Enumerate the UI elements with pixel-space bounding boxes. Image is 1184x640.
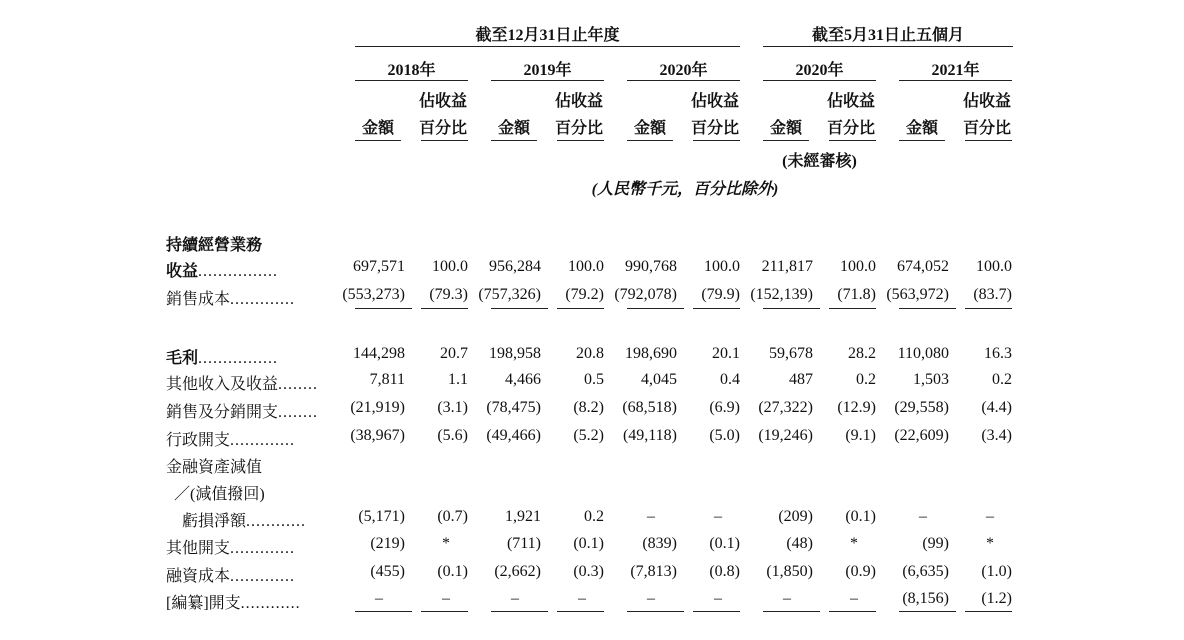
column-rule xyxy=(829,140,876,141)
percent-column-header: 佔收益 xyxy=(962,93,1011,110)
row-label-text: ／(減值撥回) xyxy=(174,486,265,503)
amount-cell: – xyxy=(919,508,927,525)
period-header-year-rule xyxy=(355,46,740,47)
percent-cell: (79.9) xyxy=(701,286,740,303)
row-label xyxy=(166,345,278,368)
amount-cell: 674,052 xyxy=(897,258,949,275)
percent-cell: 0.2 xyxy=(584,508,604,525)
amount-cell: (22,609) xyxy=(894,427,949,444)
subtotal-rule xyxy=(355,611,412,612)
amount-cell: 144,298 xyxy=(353,345,405,362)
year-rule xyxy=(627,80,740,81)
amount-cell: (27,322) xyxy=(758,399,813,416)
subtotal-rule xyxy=(693,308,740,309)
subtotal-rule xyxy=(763,308,820,309)
row-label xyxy=(166,590,301,613)
year-header-2020: 2020年 xyxy=(659,62,708,79)
percent-cell: (4.4) xyxy=(981,399,1012,416)
amount-cell: – xyxy=(375,590,383,607)
subtotal-rule xyxy=(421,611,468,612)
amount-cell: 990,768 xyxy=(625,258,677,275)
percent-cell: 20.8 xyxy=(576,345,604,362)
percent-cell: 0.2 xyxy=(992,371,1012,388)
percent-cell: 20.7 xyxy=(440,345,468,362)
period-header-year: 截至12月31日止年度 xyxy=(475,27,620,44)
row-label-text: 其他收入及收益 xyxy=(166,376,279,393)
row-label xyxy=(166,286,295,309)
dot-leader: ................ xyxy=(198,350,279,367)
percent-cell: 100.0 xyxy=(568,258,604,275)
percent-cell: 100.0 xyxy=(840,258,876,275)
column-rule xyxy=(355,140,401,141)
year-rule xyxy=(491,80,604,81)
percent-cell: * xyxy=(442,535,450,552)
percent-cell: (3.4) xyxy=(981,427,1012,444)
row-label-text: 金融資產減值 xyxy=(166,459,263,476)
amount-cell: – xyxy=(511,590,519,607)
row-label xyxy=(166,258,278,281)
percent-cell: – xyxy=(714,508,722,525)
year-rule xyxy=(899,80,1012,81)
row-label xyxy=(166,563,295,586)
column-rule xyxy=(491,140,537,141)
percent-cell: (0.7) xyxy=(437,508,468,525)
year-header-2019: 2019年 xyxy=(523,62,572,79)
amount-column-header: 金額 xyxy=(905,120,938,137)
dot-leader: ........ xyxy=(278,376,319,393)
percent-column-header: 佔收益 xyxy=(826,93,875,110)
amount-cell: 198,958 xyxy=(489,345,541,362)
amount-cell: (711) xyxy=(506,535,541,552)
subtotal-rule xyxy=(965,308,1012,309)
unit-note: (人民幣千元，百分比除外) xyxy=(591,181,779,198)
percent-cell: (8.2) xyxy=(573,399,604,416)
subtotal-rule xyxy=(899,308,956,309)
column-rule xyxy=(627,140,673,141)
percent-cell: (6.9) xyxy=(709,399,740,416)
percent-cell: 0.4 xyxy=(720,371,740,388)
section-title: 持續經營業務 xyxy=(166,237,263,254)
column-rule xyxy=(421,140,468,141)
percent-cell: (83.7) xyxy=(973,286,1012,303)
percent-column-header: 佔收益 xyxy=(690,93,739,110)
amount-cell: 956,284 xyxy=(489,258,541,275)
percent-cell: (1.2) xyxy=(981,590,1012,607)
dot-leader: ............ xyxy=(240,595,301,612)
amount-cell: (99) xyxy=(922,535,949,552)
year-rule xyxy=(763,80,876,81)
dot-leader: ............. xyxy=(230,432,296,449)
percent-cell: – xyxy=(986,508,994,525)
row-label-text: 其他開支 xyxy=(166,540,231,557)
amount-cell: – xyxy=(647,590,655,607)
percent-cell: (0.1) xyxy=(709,535,740,552)
percent-cell: 100.0 xyxy=(704,258,740,275)
column-rule xyxy=(557,140,604,141)
amount-cell: 198,690 xyxy=(625,345,677,362)
dot-leader: ............. xyxy=(230,568,296,585)
subtotal-rule xyxy=(355,308,412,309)
amount-cell: (29,558) xyxy=(894,399,949,416)
subtotal-rule xyxy=(627,308,684,309)
column-rule xyxy=(965,140,1012,141)
amount-cell: (7,813) xyxy=(630,563,677,580)
subtotal-rule xyxy=(899,611,956,612)
amount-column-header: 金額 xyxy=(769,120,802,137)
amount-cell: 4,466 xyxy=(505,371,541,388)
subtotal-rule xyxy=(557,308,604,309)
row-label-text: 毛利 xyxy=(166,350,199,367)
row-label xyxy=(174,481,265,504)
amount-cell: (5,171) xyxy=(358,508,405,525)
percent-cell: (79.3) xyxy=(429,286,468,303)
percent-column-header: 百分比 xyxy=(554,120,603,137)
percent-cell: (1.0) xyxy=(981,563,1012,580)
amount-cell: (49,466) xyxy=(486,427,541,444)
row-label xyxy=(166,454,262,477)
percent-cell: 0.2 xyxy=(856,371,876,388)
subtotal-rule xyxy=(829,611,876,612)
percent-cell: (12.9) xyxy=(837,399,876,416)
subtotal-rule xyxy=(829,308,876,309)
column-rule xyxy=(763,140,809,141)
year-header-2018: 2018年 xyxy=(387,62,436,79)
percent-cell: – xyxy=(850,590,858,607)
column-rule xyxy=(693,140,740,141)
amount-cell: (6,635) xyxy=(902,563,949,580)
percent-cell: 28.2 xyxy=(848,345,876,362)
dot-leader: ............ xyxy=(246,513,307,530)
row-label xyxy=(166,535,295,558)
amount-cell: (68,518) xyxy=(622,399,677,416)
amount-cell: 1,503 xyxy=(913,371,949,388)
percent-cell: (0.9) xyxy=(845,563,876,580)
amount-cell: (38,967) xyxy=(350,427,405,444)
percent-column-header: 百分比 xyxy=(418,120,467,137)
amount-cell: 7,811 xyxy=(369,371,405,388)
percent-column-header: 百分比 xyxy=(962,120,1011,137)
amount-cell: 211,817 xyxy=(761,258,813,275)
amount-cell: 1,921 xyxy=(505,508,541,525)
amount-cell: 697,571 xyxy=(353,258,405,275)
percent-cell: (0.8) xyxy=(709,563,740,580)
percent-cell: – xyxy=(442,590,450,607)
amount-cell: (219) xyxy=(370,535,405,552)
row-label-text: 行政開支 xyxy=(166,432,231,449)
percent-cell: 20.1 xyxy=(712,345,740,362)
subtotal-rule xyxy=(421,308,468,309)
percent-cell: – xyxy=(578,590,586,607)
subtotal-rule xyxy=(491,611,548,612)
amount-cell: 59,678 xyxy=(769,345,813,362)
percent-column-header: 佔收益 xyxy=(554,93,603,110)
amount-cell: (49,118) xyxy=(622,427,677,444)
amount-column-header: 金額 xyxy=(497,120,530,137)
subtotal-rule xyxy=(693,611,740,612)
amount-cell: (792,078) xyxy=(614,286,677,303)
row-label-text: 融資成本 xyxy=(166,568,231,585)
amount-cell: 110,080 xyxy=(897,345,949,362)
percent-column-header: 百分比 xyxy=(826,120,875,137)
percent-cell: 0.5 xyxy=(584,371,604,388)
amount-cell: (152,139) xyxy=(750,286,813,303)
percent-cell: (9.1) xyxy=(845,427,876,444)
percent-cell: (5.6) xyxy=(437,427,468,444)
amount-column-header: 金額 xyxy=(633,120,666,137)
subtotal-rule xyxy=(965,611,1012,612)
row-label-text: 銷售成本 xyxy=(166,291,231,308)
row-label-text: 虧損淨額 xyxy=(182,513,247,530)
dot-leader: ............. xyxy=(230,291,296,308)
period-header-five-months: 截至5月31日止五個月 xyxy=(811,27,964,44)
amount-cell: (2,662) xyxy=(494,563,541,580)
percent-cell: (3.1) xyxy=(437,399,468,416)
percent-cell: (5.0) xyxy=(709,427,740,444)
percent-cell: (0.1) xyxy=(573,535,604,552)
amount-cell: (553,273) xyxy=(342,286,405,303)
amount-cell: (8,156) xyxy=(902,590,949,607)
amount-cell: – xyxy=(647,508,655,525)
amount-cell: (1,850) xyxy=(766,563,813,580)
dot-leader: ........ xyxy=(278,404,319,421)
row-label-text: 銷售及分銷開支 xyxy=(166,404,279,421)
column-rule xyxy=(899,140,945,141)
year-header-2020-5m: 2020年 xyxy=(795,62,844,79)
amount-cell: 487 xyxy=(789,371,813,388)
amount-cell: (455) xyxy=(370,563,405,580)
percent-cell: (5.2) xyxy=(573,427,604,444)
percent-column-header: 佔收益 xyxy=(418,93,467,110)
percent-cell: * xyxy=(850,535,858,552)
amount-cell: (78,475) xyxy=(486,399,541,416)
subtotal-rule xyxy=(627,611,684,612)
amount-cell: (757,326) xyxy=(478,286,541,303)
amount-cell: (209) xyxy=(778,508,813,525)
dot-leader: ............. xyxy=(230,540,296,557)
percent-cell: (79.2) xyxy=(565,286,604,303)
amount-cell: – xyxy=(783,590,791,607)
percent-column-header: 百分比 xyxy=(690,120,739,137)
amount-cell: (21,919) xyxy=(350,399,405,416)
amount-cell: (563,972) xyxy=(886,286,949,303)
percent-cell: 100.0 xyxy=(976,258,1012,275)
subtotal-rule xyxy=(763,611,820,612)
year-header-2021-5m: 2021年 xyxy=(931,62,980,79)
amount-cell: (839) xyxy=(642,535,677,552)
period-header-five-months-rule xyxy=(763,46,1013,47)
amount-column-header: 金額 xyxy=(361,120,394,137)
amount-cell: (48) xyxy=(786,535,813,552)
percent-cell: – xyxy=(714,590,722,607)
percent-cell: 100.0 xyxy=(432,258,468,275)
percent-cell: (0.1) xyxy=(437,563,468,580)
amount-cell: (19,246) xyxy=(758,427,813,444)
percent-cell: 16.3 xyxy=(984,345,1012,362)
row-label-text: 收益 xyxy=(166,263,199,280)
dot-leader: ................ xyxy=(198,263,279,280)
year-rule xyxy=(355,80,468,81)
percent-cell: 1.1 xyxy=(448,371,468,388)
percent-cell: (0.3) xyxy=(573,563,604,580)
row-label xyxy=(182,508,306,531)
row-label xyxy=(166,427,295,450)
amount-cell: 4,045 xyxy=(641,371,677,388)
percent-cell: * xyxy=(986,535,994,552)
percent-cell: (71.8) xyxy=(837,286,876,303)
unaudited-note: (未經審核) xyxy=(782,153,857,170)
percent-cell: (0.1) xyxy=(845,508,876,525)
row-label-text: [編纂]開支 xyxy=(166,595,241,612)
subtotal-rule xyxy=(557,611,604,612)
subtotal-rule xyxy=(491,308,548,309)
